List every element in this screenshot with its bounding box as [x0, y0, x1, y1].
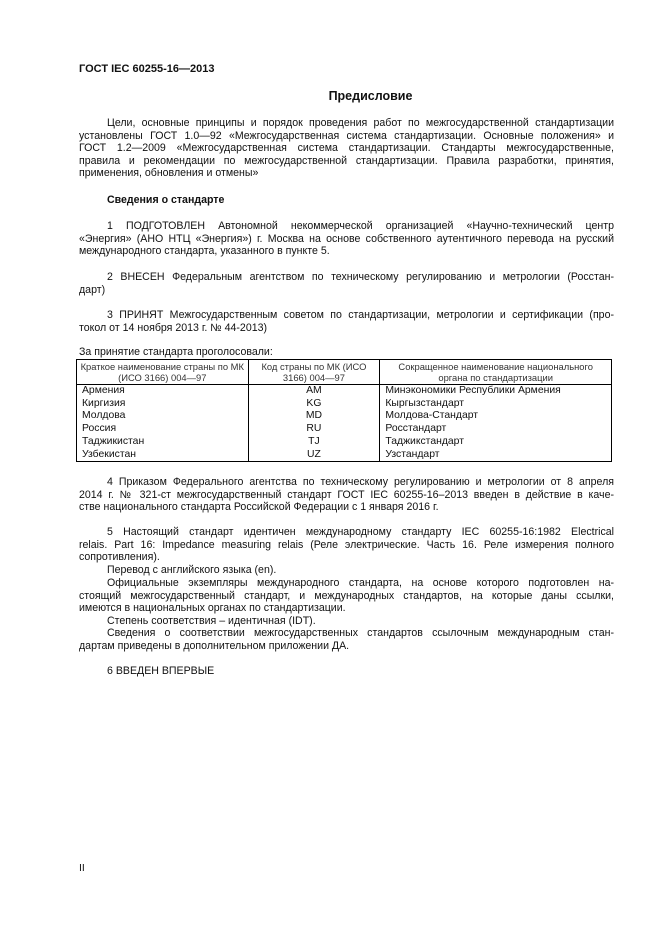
item-2-line: 2 ВНЕСЕН Федеральным агентством по техническому регулированию и метрологии (Росстан-	[107, 271, 614, 283]
standards-body-cell: Таджикстандарт	[380, 436, 612, 449]
item-4-line: стве национального стандарта Российской Федерации с 1 января 2016 г.	[79, 501, 439, 513]
document-header: ГОСТ IEC 60255-16—2013	[79, 63, 215, 75]
table-header-row	[77, 360, 612, 385]
country-name-cell: Киргизия	[77, 398, 249, 411]
intro-paragraph-line: ГОСТ 1.2—2009 «Межгосударственная система стандартизации. Стандарты межгосударственные,	[79, 142, 614, 154]
country-code-cell: KG	[248, 398, 380, 411]
item-1-line: 1 ПОДГОТОВЛЕН Автономной некоммерческой организацией «Научно-технический центр	[107, 220, 614, 232]
country-name-cell: Россия	[77, 423, 249, 436]
table-row	[77, 449, 612, 462]
table-header-cell: Краткое наименование страны по МК (ИСО 3166) 004—97	[77, 360, 249, 385]
standards-body-cell: Узстандарт	[380, 449, 612, 462]
intro-paragraph-line: Цели, основные принципы и порядок проведения работ по межгосударственной стандартизации	[107, 117, 614, 129]
table-row	[77, 385, 612, 398]
table-body	[77, 385, 612, 462]
intro-paragraph-line: установлены ГОСТ 1.0—92 «Межгосударственная система стандартизации. Основные положения» и	[79, 129, 614, 142]
item-5-line: сопротивления).	[79, 551, 160, 563]
item-3-line: 3 ПРИНЯТ Межгосударственным советом по стандартизации, метрологии и сертификации (про-	[107, 309, 614, 321]
item-2-line: дарт)	[79, 283, 106, 296]
item-4-line: 2014 г. № 321-ст межгосударственный стандарт ГОСТ IEC 60255-16–2013 введен в действие в каче-	[79, 488, 614, 501]
page-title: Предисловие	[328, 89, 413, 103]
country-code-cell: AM	[248, 385, 380, 398]
table-row	[77, 398, 612, 411]
section-heading-line: Сведения о стандарте	[107, 194, 225, 206]
country-code-cell: TJ	[248, 436, 380, 449]
intro-paragraph-line: применения, обновления и отмены»	[79, 167, 259, 179]
standards-body-cell: Кыргызстандарт	[380, 398, 612, 411]
country-name-cell: Армения	[77, 385, 249, 398]
official-copies-note-line: имеются в национальных органах по стандартизации.	[79, 602, 346, 614]
country-code-cell: RU	[248, 423, 380, 436]
standards-body-cell: Минэкономики Республики Армения	[380, 385, 612, 398]
item-5-line: 5 Настоящий стандарт идентичен международному стандарту IEC 60255-16:1982 Electrical	[107, 526, 614, 538]
table-header-cell: Код страны по МК (ИСО 3166) 004—97	[248, 360, 380, 385]
intro-paragraph-line: правила и рекомендации по межгосударственной стандартизации. Правила разработки, принятия,	[79, 154, 614, 167]
standards-body-cell: Молдова-Стандарт	[380, 410, 612, 423]
references-note-line: дартам приведены в дополнительном приложении ДА.	[79, 639, 350, 652]
page-number: II	[79, 862, 85, 874]
country-name-cell: Молдова	[77, 410, 249, 423]
item-1-line: международного стандарта, указанного в пункте 5.	[79, 245, 330, 257]
table-row	[77, 436, 612, 449]
country-name-cell: Таджикистан	[77, 436, 249, 449]
item-3-line: токол от 14 ноября 2013 г. № 44-2013)	[79, 321, 268, 334]
country-name-cell: Узбекистан	[77, 449, 249, 462]
translation-note-line: Перевод с английского языка (en).	[107, 564, 277, 576]
references-note-line: Сведения о соответствии межгосударственных стандартов ссылочным международным стан-	[107, 627, 614, 639]
table-row	[77, 423, 612, 436]
official-copies-note-line: стоящий межгосударственный стандарт, и международных стандартов, на которые даны ссылки,	[79, 589, 614, 602]
official-copies-note-line: Официальные экземпляры международного стандарта, на основе которого подготовлен на-	[107, 577, 614, 589]
table-caption-line: За принятие стандарта проголосовали:	[79, 346, 273, 358]
item-6-line: 6 ВВЕДЕН ВПЕРВЫЕ	[107, 665, 215, 677]
item-5-line: relais. Part 16: Impedance measuring relais (Реле электрические. Часть 16. Реле измерения полного	[79, 538, 614, 551]
table-header-cell: Сокращенное наименование национального органа по стандартизации	[380, 360, 612, 385]
table-row	[77, 410, 612, 423]
conformity-degree-line: Степень соответствия – идентичная (IDT).	[107, 615, 316, 627]
country-code-cell: MD	[248, 410, 380, 423]
voting-table	[76, 359, 612, 462]
item-1-line: «Энергия» (АНО НТЦ «Энергия») г. Москва на основе собственного аутентичного перевода на русский	[79, 232, 614, 245]
country-code-cell: UZ	[248, 449, 380, 462]
standards-body-cell: Росстандарт	[380, 423, 612, 436]
item-4-line: 4 Приказом Федерального агентства по техническому регулированию и метрологии от 8 апреля	[107, 476, 614, 488]
